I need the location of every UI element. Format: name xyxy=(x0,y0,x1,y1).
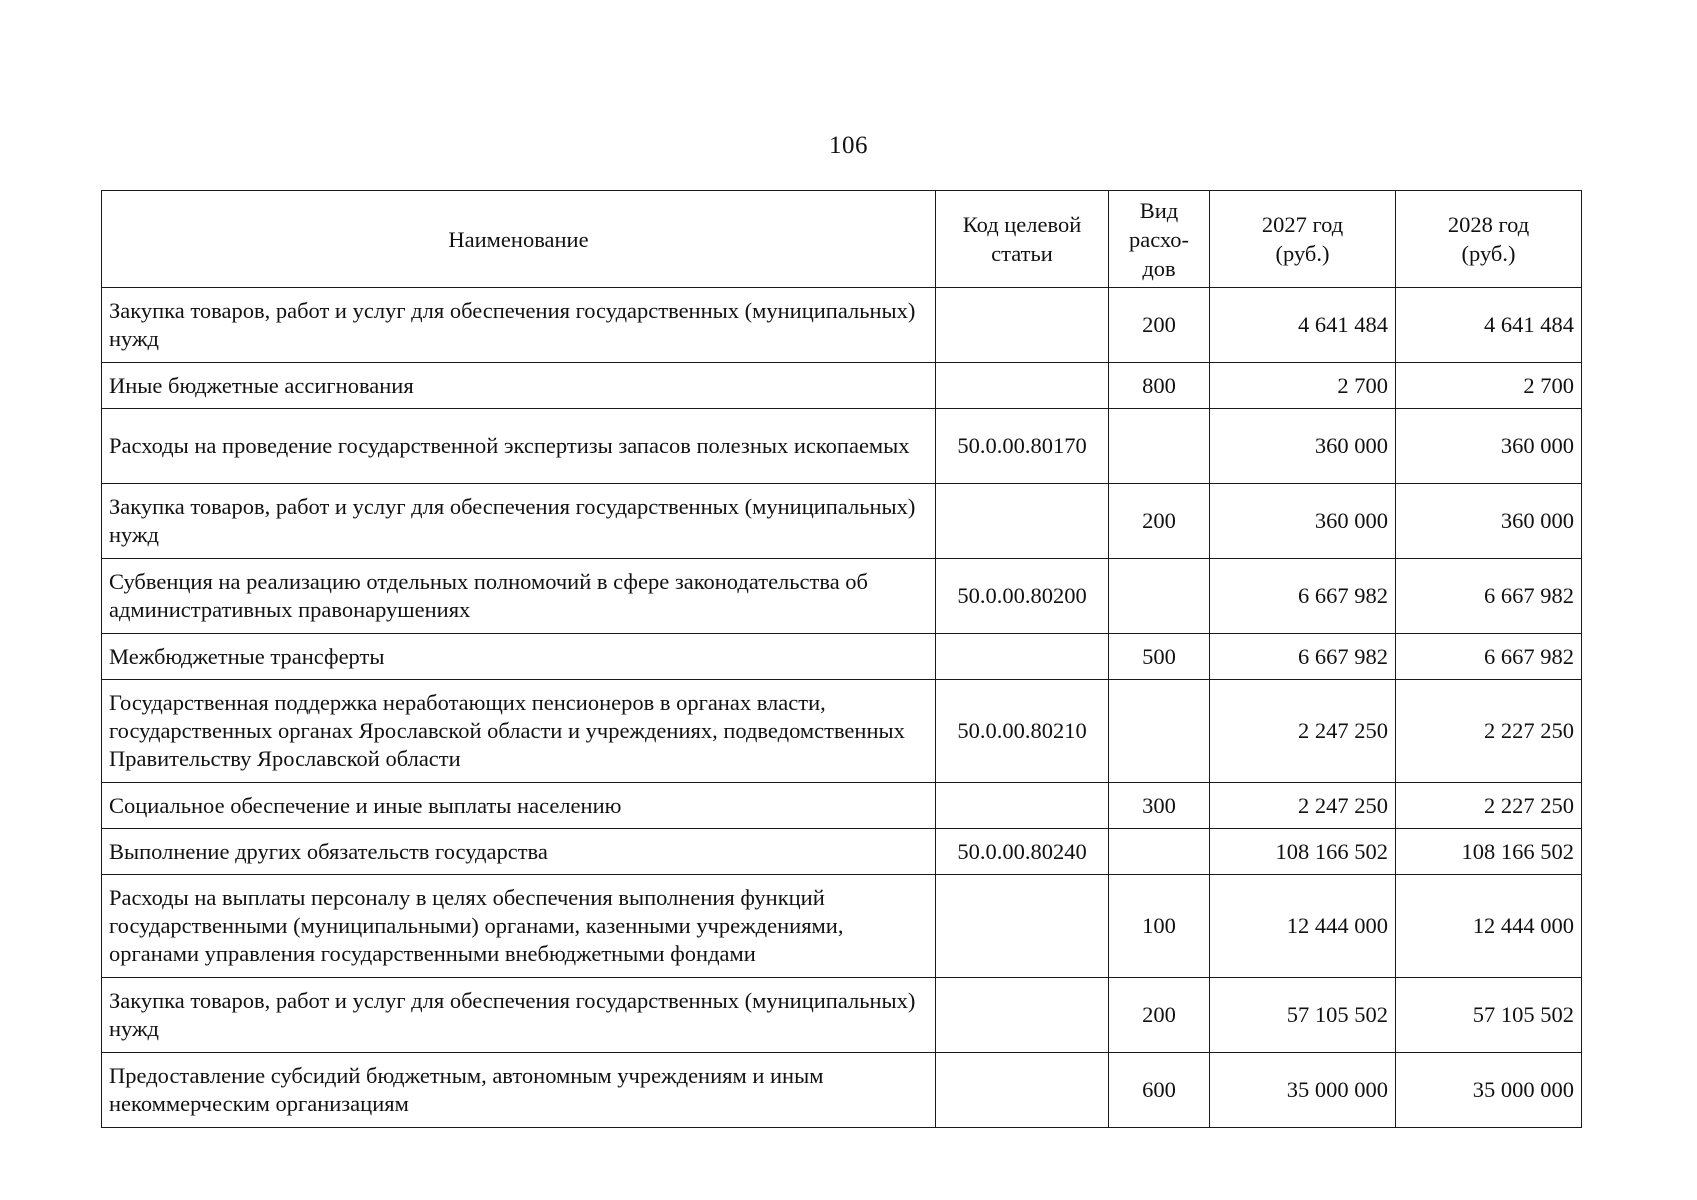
row-amount-2027: 12 444 000 xyxy=(1210,875,1396,978)
row-amount-2027: 4 641 484 xyxy=(1210,288,1396,363)
row-type: 200 xyxy=(1109,484,1210,559)
row-amount-2028: 2 700 xyxy=(1396,363,1582,409)
row-amount-2028: 2 227 250 xyxy=(1396,783,1582,829)
row-type xyxy=(1109,680,1210,783)
row-amount-2027: 6 667 982 xyxy=(1210,559,1396,634)
row-type xyxy=(1109,829,1210,875)
row-name: Закупка товаров, работ и услуг для обеспечения государственных (муниципальных) нужд xyxy=(102,978,936,1053)
row-code xyxy=(936,875,1109,978)
row-amount-2027: 360 000 xyxy=(1210,484,1396,559)
table-header-row xyxy=(102,191,1582,288)
row-code xyxy=(936,484,1109,559)
row-amount-2028: 6 667 982 xyxy=(1396,634,1582,680)
header-name: Наименование xyxy=(102,191,936,288)
row-name: Расходы на проведение государственной экспертизы запасов полезных ископаемых xyxy=(102,409,936,484)
row-amount-2028: 35 000 000 xyxy=(1396,1053,1582,1128)
row-amount-2027: 2 247 250 xyxy=(1210,680,1396,783)
table-row xyxy=(102,829,1582,875)
row-name: Выполнение других обязательств государства xyxy=(102,829,936,875)
row-amount-2027: 6 667 982 xyxy=(1210,634,1396,680)
row-amount-2028: 360 000 xyxy=(1396,409,1582,484)
table-row xyxy=(102,1053,1582,1128)
budget-table xyxy=(101,190,1582,1128)
row-type: 200 xyxy=(1109,978,1210,1053)
header-type-line: Вид xyxy=(1139,197,1179,223)
row-amount-2028: 57 105 502 xyxy=(1396,978,1582,1053)
row-amount-2028: 6 667 982 xyxy=(1396,559,1582,634)
row-name: Расходы на выплаты персоналу в целях обеспечения выполнения функций государственными (муниципальными) органами, казенными учреждениями, органами управления государственными внебюджетными фондами xyxy=(102,875,936,978)
row-type: 300 xyxy=(1109,783,1210,829)
row-code xyxy=(936,288,1109,363)
header-year-line: (руб.) xyxy=(1461,241,1516,266)
row-name: Субвенция на реализацию отдельных полномочий в сфере законодательства об административных правонарушениях xyxy=(102,559,936,634)
row-amount-2027: 35 000 000 xyxy=(1210,1053,1396,1128)
table-row xyxy=(102,484,1582,559)
table-row xyxy=(102,363,1582,409)
row-name: Государственная поддержка неработающих пенсионеров в органах власти, государственных органах Ярославской области и учреждениях, подведомственных Правительству Ярославской области xyxy=(102,680,936,783)
page-number: 106 xyxy=(829,132,868,159)
row-amount-2028: 108 166 502 xyxy=(1396,829,1582,875)
row-type: 800 xyxy=(1109,363,1210,409)
row-code xyxy=(936,634,1109,680)
table-row xyxy=(102,634,1582,680)
header-code-line: Код целевой xyxy=(962,212,1082,237)
row-type xyxy=(1109,409,1210,484)
table-row xyxy=(102,288,1582,363)
row-type: 200 xyxy=(1109,288,1210,363)
row-amount-2028: 360 000 xyxy=(1396,484,1582,559)
row-name: Предоставление субсидий бюджетным, автономным учреждениям и иным некоммерческим организациям xyxy=(102,1053,936,1128)
row-amount-2028: 2 227 250 xyxy=(1396,680,1582,783)
header-type xyxy=(1109,191,1210,288)
row-name: Межбюджетные трансферты xyxy=(102,634,936,680)
header-year-line: 2027 год xyxy=(1261,212,1344,237)
row-amount-2027: 57 105 502 xyxy=(1210,978,1396,1053)
row-code: 50.0.00.80170 xyxy=(936,409,1109,484)
row-code xyxy=(936,783,1109,829)
row-name: Закупка товаров, работ и услуг для обеспечения государственных (муниципальных) нужд xyxy=(102,484,936,559)
row-amount-2028: 4 641 484 xyxy=(1396,288,1582,363)
row-code xyxy=(936,363,1109,409)
header-type-line: дов xyxy=(1142,255,1176,281)
table-row xyxy=(102,875,1582,978)
row-name: Социальное обеспечение и иные выплаты населению xyxy=(102,783,936,829)
row-code: 50.0.00.80200 xyxy=(936,559,1109,634)
row-code xyxy=(936,1053,1109,1128)
header-type-line: расхо- xyxy=(1128,226,1190,252)
row-type: 100 xyxy=(1109,875,1210,978)
table-row xyxy=(102,783,1582,829)
row-amount-2027: 2 247 250 xyxy=(1210,783,1396,829)
row-name: Закупка товаров, работ и услуг для обеспечения государственных (муниципальных) нужд xyxy=(102,288,936,363)
header-code xyxy=(936,191,1109,288)
header-year-line: 2028 год xyxy=(1447,212,1530,237)
row-type xyxy=(1109,559,1210,634)
header-code-line: статьи xyxy=(991,241,1053,266)
row-amount-2027: 360 000 xyxy=(1210,409,1396,484)
row-type: 500 xyxy=(1109,634,1210,680)
table-row xyxy=(102,978,1582,1053)
row-amount-2028: 12 444 000 xyxy=(1396,875,1582,978)
table-row xyxy=(102,409,1582,484)
row-type: 600 xyxy=(1109,1053,1210,1128)
table-row xyxy=(102,559,1582,634)
row-code xyxy=(936,978,1109,1053)
row-code: 50.0.00.80240 xyxy=(936,829,1109,875)
table-row xyxy=(102,680,1582,783)
row-name: Иные бюджетные ассигнования xyxy=(102,363,936,409)
row-code: 50.0.00.80210 xyxy=(936,680,1109,783)
header-year-line: (руб.) xyxy=(1275,241,1330,266)
header-year-2027 xyxy=(1210,191,1396,288)
row-amount-2027: 2 700 xyxy=(1210,363,1396,409)
header-year-2028 xyxy=(1396,191,1582,288)
row-amount-2027: 108 166 502 xyxy=(1210,829,1396,875)
